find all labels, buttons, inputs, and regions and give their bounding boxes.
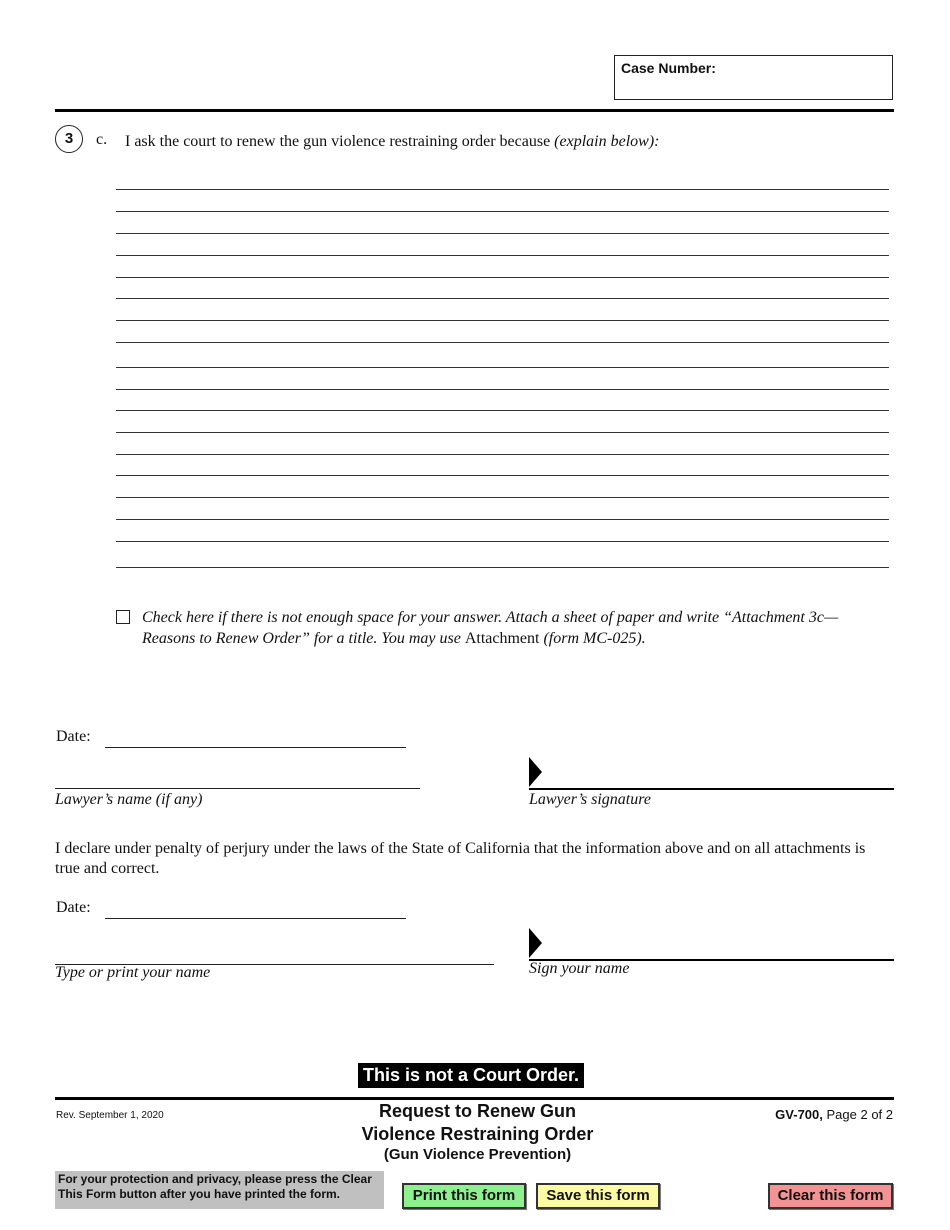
form-title-line-2: Violence Restraining Order xyxy=(361,1124,594,1144)
writing-line xyxy=(116,211,889,212)
writing-line xyxy=(116,320,889,321)
writing-line xyxy=(116,454,889,455)
form-title-line-1: Request to Renew Gun xyxy=(378,1101,576,1121)
signature-arrow-icon xyxy=(529,757,542,787)
writing-line xyxy=(116,189,889,190)
declaration-date-field[interactable] xyxy=(105,918,406,919)
item-prompt-text: I ask the court to renew the gun violence restraining order because xyxy=(125,133,551,150)
print-form-button[interactable]: Print this form xyxy=(402,1183,526,1209)
form-code: GV-700, xyxy=(775,1107,823,1122)
more-space-checkbox[interactable] xyxy=(116,610,130,624)
printed-name-label: Type or print your name xyxy=(55,964,211,981)
declaration-date-label: Date: xyxy=(56,899,91,916)
signature-arrow-icon xyxy=(529,928,542,958)
lawyer-date-field[interactable] xyxy=(105,747,406,748)
item-number-badge: 3 xyxy=(55,125,83,153)
form-subtitle: (Gun Violence Prevention) xyxy=(383,1146,572,1163)
writing-line xyxy=(116,233,889,234)
writing-line xyxy=(116,342,889,343)
writing-line xyxy=(116,497,889,498)
declaration-text: I declare under penalty of perjury under the laws of the State of California that the information above and on all attachments is true and correct. xyxy=(55,840,866,877)
writing-line xyxy=(116,432,889,433)
page-number: Page 2 of 2 xyxy=(826,1107,893,1122)
writing-line xyxy=(116,541,889,542)
item-prompt-hint: (explain below): xyxy=(554,133,660,150)
writing-line xyxy=(116,519,889,520)
more-space-instructions xyxy=(142,607,872,649)
form-page-info xyxy=(775,1107,893,1122)
lawyer-name-field[interactable] xyxy=(55,788,420,789)
writing-line xyxy=(116,367,889,368)
item-prompt xyxy=(125,133,659,151)
writing-line xyxy=(116,389,889,390)
lawyer-signature-field[interactable] xyxy=(529,788,894,790)
writing-line xyxy=(116,277,889,278)
writing-line xyxy=(116,567,889,568)
lawyer-signature-label: Lawyer’s signature xyxy=(529,791,651,808)
lawyer-name-label: Lawyer’s name (if any) xyxy=(55,791,203,808)
save-form-button[interactable]: Save this form xyxy=(536,1183,660,1209)
attachment-form-code: (form MC-025). xyxy=(543,630,646,647)
privacy-note: For your protection and privacy, please press the Clear This Form button after you have printed the form. xyxy=(55,1171,384,1209)
attachment-form-name: Attachment xyxy=(464,630,540,647)
revision-date: Rev. September 1, 2020 xyxy=(56,1110,164,1121)
form-title xyxy=(300,1100,655,1146)
writing-line xyxy=(116,410,889,411)
clear-form-button[interactable]: Clear this form xyxy=(768,1183,893,1209)
writing-line xyxy=(116,298,889,299)
header-rule xyxy=(55,109,894,112)
more-space-italic-text: Check here if there is not enough space for your answer. Attach a sheet of paper and write “Attachment 3c—Reasons to Renew Order” for a title. You may use xyxy=(142,609,839,647)
your-signature-label: Sign your name xyxy=(529,960,630,977)
not-court-order-banner: This is not a Court Order. xyxy=(358,1063,584,1088)
writing-line xyxy=(116,255,889,256)
writing-line xyxy=(116,475,889,476)
case-number-box[interactable] xyxy=(614,55,893,100)
case-number-label: Case Number: xyxy=(621,60,716,76)
item-letter: c. xyxy=(96,131,108,148)
lawyer-date-label: Date: xyxy=(56,728,91,745)
